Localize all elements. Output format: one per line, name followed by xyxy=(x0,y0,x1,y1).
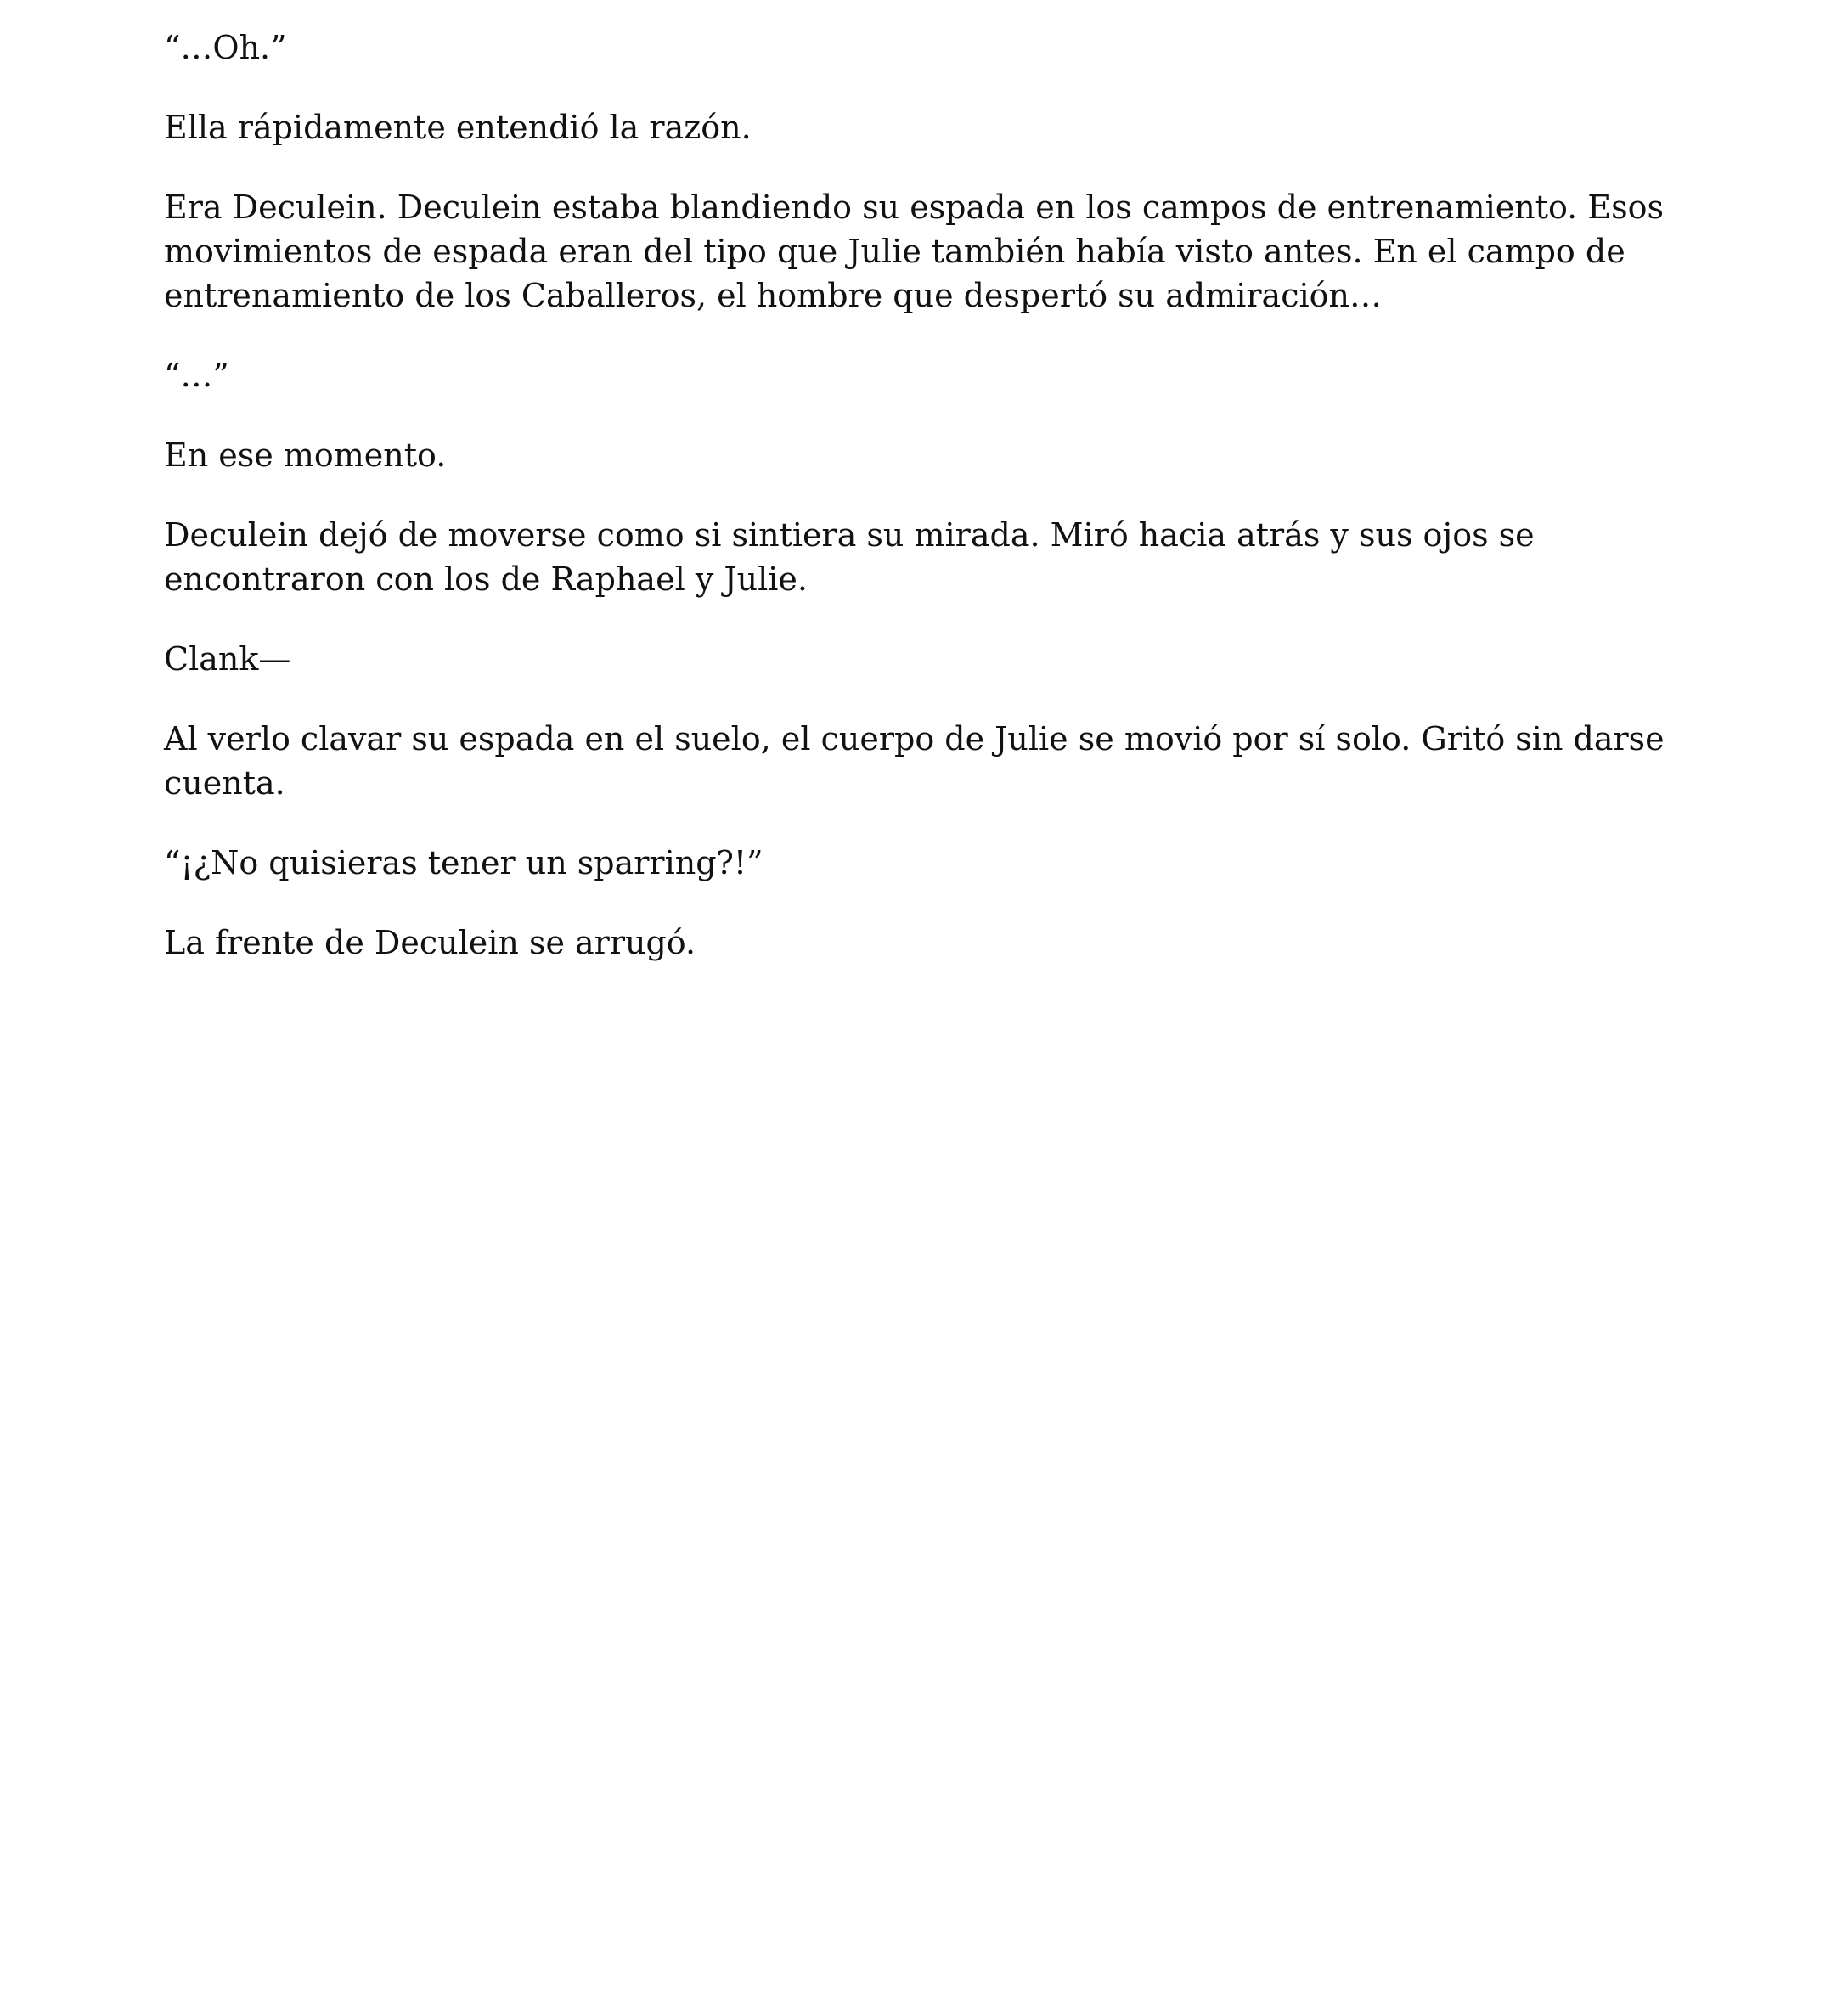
paragraph-10: La frente de Deculein se arrugó. xyxy=(164,924,696,961)
paragraph-7: Clank— xyxy=(164,640,291,678)
paragraph-1: “…Oh.” xyxy=(164,29,287,66)
paragraph-2: Ella rápidamente entendió la razón. xyxy=(164,109,752,146)
paragraph-4: “…” xyxy=(164,357,229,394)
paragraph-8: Al verlo clavar su espada en el suelo, el cuerpo de Julie se movió por sí solo. Gritó sin darse cuenta. xyxy=(164,720,1665,802)
paragraph-6: Deculein dejó de moverse como si sintiera su mirada. Miró hacia atrás y sus ojos se encontraron con los de Raphael y Julie. xyxy=(164,516,1535,598)
paragraph-3: Era Deculein. Deculein estaba blandiendo su espada en los campos de entrenamiento. Esos movimientos de espada eran del tipo que Julie también había visto antes. En el campo de entrenamiento de los Caballeros, el hombre que despertó su admiración… xyxy=(164,189,1664,314)
paragraph-5: En ese momento. xyxy=(164,436,447,474)
paragraph-9: “¡¿No quisieras tener un sparring?!” xyxy=(164,844,763,881)
document-body xyxy=(164,25,1710,1000)
